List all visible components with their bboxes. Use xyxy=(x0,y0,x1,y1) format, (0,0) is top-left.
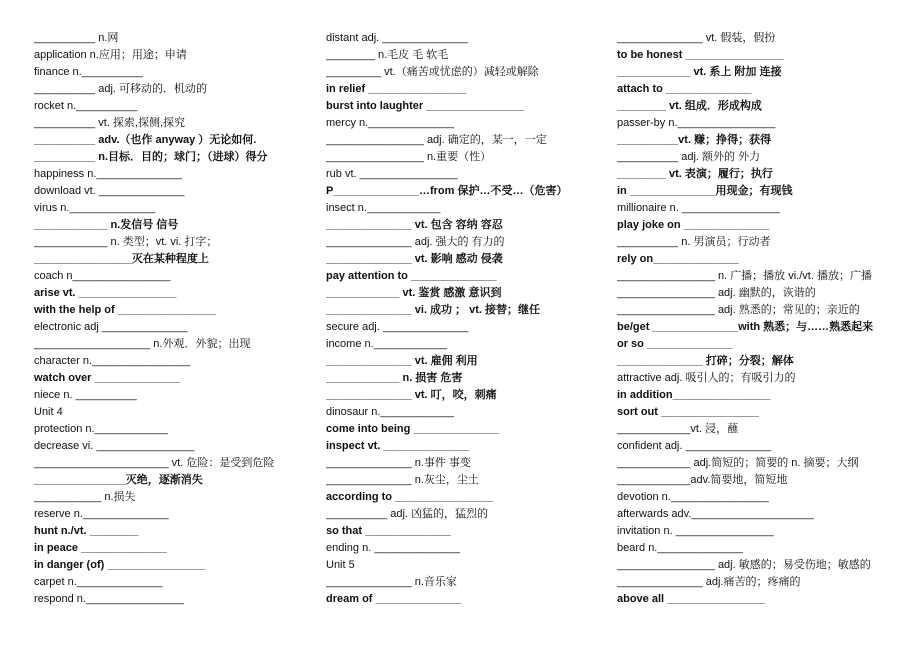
vocab-line: _______________灭绝，逐渐消失 xyxy=(34,474,203,486)
vocab-line: ________________ adj. 幽默的，诙谐的 xyxy=(617,287,816,299)
vocab-line: __________ n.网 xyxy=(34,32,119,44)
vocab-line: distant adj. ______________ xyxy=(326,32,468,44)
vocab-line: beard n.______________ xyxy=(617,542,744,554)
vocab-line: ____________ n. 损害 危害 xyxy=(326,372,463,384)
vocab-line: ______________ n.事件 事变 xyxy=(326,457,471,469)
vocab-line: __________ n. 男演员；行动者 xyxy=(617,236,771,248)
vocab-line: ______________ n.灰尘，尘土 xyxy=(326,474,479,486)
vocab-line: ________ n.毛皮 毛 软毛 xyxy=(326,49,449,61)
vocab-line: ______________________ vt. 危险：是受到危险 xyxy=(34,457,275,469)
vocab-line: hunt n./vt. ________ xyxy=(34,525,139,537)
vocab-line: carpet n.______________ xyxy=(34,576,163,588)
vocab-line: ______________ vt. 雇佣 利用 xyxy=(326,355,478,367)
vocab-line: ______________ vi. 成功 ； vt. 接替；继任 xyxy=(326,304,540,316)
vocab-line: pay attention to ______________ xyxy=(326,270,497,282)
vocab-line: invitation n. ________________ xyxy=(617,525,774,537)
vocab-line: __________ adj. 额外的 外力 xyxy=(617,151,761,163)
vocab-line: ____________ vt. 鉴赏 感激 意识到 xyxy=(326,287,502,299)
column-1 xyxy=(34,30,304,608)
vocab-line: __________ vt. 探索,探侧,探究 xyxy=(34,117,186,129)
vocab-line: ____________ n. 类型；vt. vi. 打字； xyxy=(34,236,218,248)
vocab-line: so that ______________ xyxy=(326,525,451,537)
vocab-line: in ______________用现金；有现钱 xyxy=(617,185,793,197)
vocab-line: __________ adv.（也作 anyway ）无论如何. xyxy=(34,134,257,146)
vocab-line: ____________vt. 浸，蘸 xyxy=(617,423,739,435)
vocab-line: with the help of ________________ xyxy=(34,304,216,316)
vocab-line: ________________ adj. 敏感的；易受伤地；敏感的 xyxy=(617,559,871,571)
vocab-line: or so ______________ xyxy=(617,338,733,350)
vocab-line: rocket n.__________ xyxy=(34,100,138,112)
vocab-line: above all ________________ xyxy=(617,593,766,605)
vocab-line: attractive adj. 吸引人的；有吸引力的 xyxy=(617,372,796,384)
vocab-line: __________ adj. 可移动的．机动的 xyxy=(34,83,208,95)
vocab-line: reserve n.______________ xyxy=(34,508,169,520)
vocab-line: in relief ________________ xyxy=(326,83,467,95)
vocab-line: download vt. ______________ xyxy=(34,185,185,197)
vocab-line: ____________ adj.简短的；简要的 n. 摘要；大纲 xyxy=(617,457,859,469)
vocab-line: ____________ vt. 系上 附加 连接 xyxy=(617,66,782,78)
vocab-line: come into being ______________ xyxy=(326,423,500,435)
vocab-line: ___________________ n.外观．外貌；出现 xyxy=(34,338,251,350)
vocab-line: rub vt. ________________ xyxy=(326,168,458,180)
vocab-line: Unit 5 xyxy=(326,559,355,571)
vocab-line: ______________ vt. 假装，假扮 xyxy=(617,32,776,44)
vocab-line: dinosaur n.____________ xyxy=(326,406,454,418)
vocab-line: ________ vt. 表演；履行；执行 xyxy=(617,168,773,180)
vocab-line: protection n.____________ xyxy=(34,423,168,435)
vocab-line: application n.应用；用途；申请 xyxy=(34,49,187,61)
vocab-line: ______________ n.音乐家 xyxy=(326,576,457,588)
vocab-line: _________ vt.（痛苦或忧虑的）减轻或解除 xyxy=(326,66,539,78)
vocab-line: income n.____________ xyxy=(326,338,448,350)
vocab-line: ______________ adj.痛苦的；疼痛的 xyxy=(617,576,801,588)
vocab-line: ________________ adj. 熟悉的；常见的；亲近的 xyxy=(617,304,860,316)
column-3 xyxy=(617,30,917,608)
vocab-line: attach to ______________ xyxy=(617,83,752,95)
vocab-line: __________ adj. 凶猛的，猛烈的 xyxy=(326,508,489,520)
vocab-line: ______________ adj. 强大的 有力的 xyxy=(326,236,505,248)
vocab-line: inspect vt. ______________ xyxy=(326,440,470,452)
vocab-line: happiness n.______________ xyxy=(34,168,183,180)
vocab-line: rely on______________ xyxy=(617,253,739,265)
vocab-line: arise vt. ________________ xyxy=(34,287,177,299)
vocab-line: dream of ______________ xyxy=(326,593,462,605)
vocab-line: P______________…from 保护…不受…（危害） xyxy=(326,185,568,197)
vocab-line: in peace ______________ xyxy=(34,542,167,554)
vocab-line: insect n.____________ xyxy=(326,202,441,214)
vocab-line: mercy n.______________ xyxy=(326,117,454,129)
vocab-line: burst into laughter ________________ xyxy=(326,100,525,112)
vocab-line: ending n. ______________ xyxy=(326,542,460,554)
vocab-line: decrease vi. ________________ xyxy=(34,440,195,452)
vocab-line: in danger (of) ________________ xyxy=(34,559,206,571)
vocab-line: Unit 4 xyxy=(34,406,63,418)
vocab-line: __________ n.目标．目的；球门；（进球）得分 xyxy=(34,151,268,163)
vocab-line: according to ________________ xyxy=(326,491,493,503)
vocab-line: ______________ vt. 叮，咬，刺痛 xyxy=(326,389,497,401)
vocab-line: to be honest ________________ xyxy=(617,49,784,61)
vocab-line: niece n. __________ xyxy=(34,389,137,401)
column-2 xyxy=(326,30,606,608)
vocab-line: in addition________________ xyxy=(617,389,771,401)
vocab-line: secure adj. ______________ xyxy=(326,321,469,333)
vocab-line: confident adj. ______________ xyxy=(617,440,772,452)
vocab-line: coach n________________ xyxy=(34,270,171,282)
vocab-line: respond n.________________ xyxy=(34,593,184,605)
vocab-line: ______________ 打碎；分裂；解体 xyxy=(617,355,794,367)
vocab-line: ______________ vt. 影响 感动 侵袭 xyxy=(326,253,503,265)
vocab-line: virus n.______________ xyxy=(34,202,156,214)
vocab-line: ________________灭在某种程度上 xyxy=(34,253,209,265)
vocab-line: millionaire n. ________________ xyxy=(617,202,780,214)
vocab-line: be/get ______________with 熟悉；与……熟悉起来 xyxy=(617,321,874,333)
vocab-line: afterwards adv.____________________ xyxy=(617,508,814,520)
vocab-line: finance n.__________ xyxy=(34,66,143,78)
vocab-line: ______________ vt. 包含 容纳 容忍 xyxy=(326,219,503,231)
vocab-line: character n.________________ xyxy=(34,355,190,367)
vocab-line: __________vt. 赚；挣得；获得 xyxy=(617,134,772,146)
vocab-line: ____________ n.发信号 信号 xyxy=(34,219,179,231)
vocab-line: watch over ______________ xyxy=(34,372,181,384)
vocab-line: passer-by n.________________ xyxy=(617,117,776,129)
vocab-line: ____________adv.简要地，简短地 xyxy=(617,474,788,486)
vocab-line: play joke on ______________ xyxy=(617,219,770,231)
vocab-line: sort out ________________ xyxy=(617,406,759,418)
vocab-line: ________________ n.重要（性） xyxy=(326,151,492,163)
vocab-line: ________ vt. 组成．形成构成 xyxy=(617,100,762,112)
vocab-line: electronic adj ______________ xyxy=(34,321,188,333)
vocab-line: devotion n.________________ xyxy=(617,491,769,503)
vocab-line: ________________ n. 广播；播放 vi./vt. 播放；广播 xyxy=(617,270,872,282)
vocab-line: ________________ adj. 确定的，某一，一定 xyxy=(326,134,547,146)
vocab-line: ___________ n.损失 xyxy=(34,491,136,503)
